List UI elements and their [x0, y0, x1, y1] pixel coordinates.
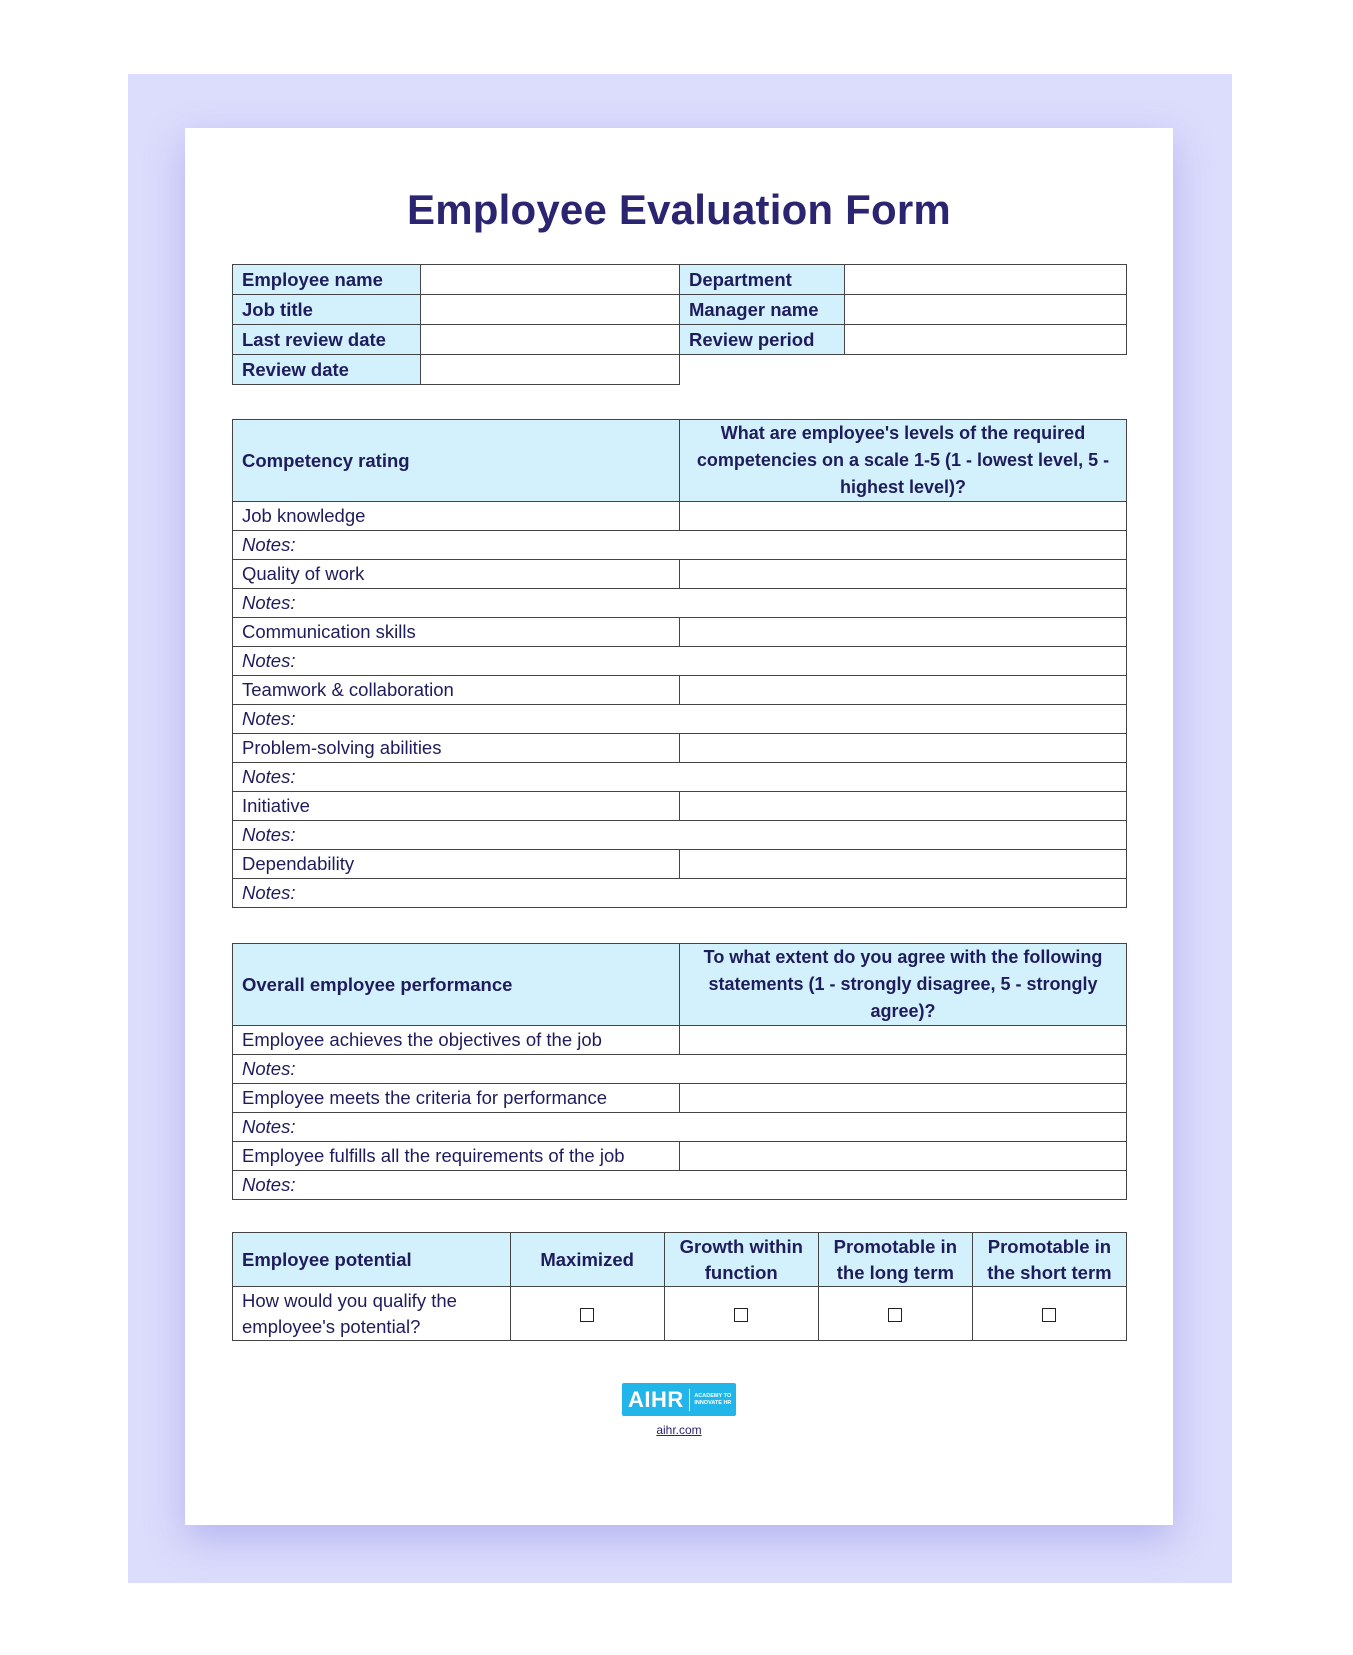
performance-table — [232, 943, 1127, 1200]
performance-header: Overall employee performance — [233, 944, 680, 1026]
potential-option-label: Promotable in the long term — [818, 1233, 972, 1287]
rating-field[interactable] — [679, 1142, 1126, 1171]
logo-divider — [689, 1389, 690, 1411]
competency-item: Quality of work — [233, 560, 680, 589]
checkbox-promotable-short-term[interactable] — [1042, 1308, 1056, 1322]
table-row — [233, 705, 1127, 734]
page-title: Employee Evaluation Form — [407, 186, 951, 233]
website-link[interactable]: aihr.com — [656, 1423, 702, 1437]
table-row — [233, 325, 1127, 355]
logo-subtext: ACADEMY TO INNOVATE HR — [694, 1393, 732, 1406]
rating-field[interactable] — [679, 618, 1126, 647]
performance-item: Employee fulfills all the requirements of the job — [233, 1142, 680, 1171]
notes-field[interactable]: Notes: — [233, 879, 1127, 908]
table-row — [233, 560, 1127, 589]
info-label: Last review date — [233, 325, 421, 355]
info-label: Department — [679, 265, 844, 295]
table-header-row — [233, 420, 1127, 502]
rating-field[interactable] — [679, 734, 1126, 763]
rating-field[interactable] — [679, 502, 1126, 531]
empty-cell — [679, 355, 1126, 385]
review-date-field[interactable] — [421, 355, 680, 385]
competency-table — [232, 419, 1127, 908]
notes-field[interactable]: Notes: — [233, 647, 1127, 676]
job-title-field[interactable] — [421, 295, 680, 325]
table-row — [233, 355, 1127, 385]
manager-name-field[interactable] — [844, 295, 1126, 325]
table-row — [233, 1142, 1127, 1171]
competency-question: What are employee's levels of the required competencies on a scale 1-5 (1 - lowest level, 5 - highest level)? — [679, 420, 1126, 502]
checkbox-growth-within-function[interactable] — [734, 1308, 748, 1322]
review-period-field[interactable] — [844, 325, 1126, 355]
info-label: Manager name — [679, 295, 844, 325]
table-row — [233, 792, 1127, 821]
rating-field[interactable] — [679, 1026, 1126, 1055]
employee-info-table — [232, 264, 1127, 385]
table-row — [233, 763, 1127, 792]
performance-item: Employee achieves the objectives of the job — [233, 1026, 680, 1055]
table-header-row — [233, 1233, 1127, 1287]
table-row — [233, 1287, 1127, 1341]
competency-item: Problem-solving abilities — [233, 734, 680, 763]
table-row — [233, 647, 1127, 676]
competency-item: Dependability — [233, 850, 680, 879]
table-row — [233, 821, 1127, 850]
table-row — [233, 734, 1127, 763]
notes-field[interactable]: Notes: — [233, 589, 1127, 618]
form-paper — [185, 128, 1173, 1525]
potential-option-label: Promotable in the short term — [972, 1233, 1126, 1287]
aihr-logo — [622, 1383, 736, 1416]
competency-item: Communication skills — [233, 618, 680, 647]
notes-field[interactable]: Notes: — [233, 821, 1127, 850]
info-label: Review date — [233, 355, 421, 385]
rating-field[interactable] — [679, 792, 1126, 821]
table-row — [233, 1055, 1127, 1084]
potential-option-label: Growth within function — [664, 1233, 818, 1287]
table-row — [233, 295, 1127, 325]
competency-item: Teamwork & collaboration — [233, 676, 680, 705]
performance-item: Employee meets the criteria for performance — [233, 1084, 680, 1113]
info-label: Employee name — [233, 265, 421, 295]
checkbox-cell — [510, 1287, 664, 1341]
table-row — [233, 1026, 1127, 1055]
potential-table — [232, 1232, 1127, 1341]
rating-field[interactable] — [679, 560, 1126, 589]
table-row — [233, 879, 1127, 908]
department-field[interactable] — [844, 265, 1126, 295]
notes-field[interactable]: Notes: — [233, 531, 1127, 560]
notes-field[interactable]: Notes: — [233, 1171, 1127, 1200]
table-row — [233, 1113, 1127, 1142]
performance-question: To what extent do you agree with the following statements (1 - strongly disagree, 5 - strongly agree)? — [679, 944, 1126, 1026]
checkbox-promotable-long-term[interactable] — [888, 1308, 902, 1322]
notes-field[interactable]: Notes: — [233, 1113, 1127, 1142]
table-row — [233, 265, 1127, 295]
table-row — [233, 676, 1127, 705]
info-label: Job title — [233, 295, 421, 325]
notes-field[interactable]: Notes: — [233, 705, 1127, 734]
table-row — [233, 850, 1127, 879]
checkbox-cell — [664, 1287, 818, 1341]
checkbox-cell — [972, 1287, 1126, 1341]
potential-header: Employee potential — [233, 1233, 511, 1287]
potential-option-label: Maximized — [510, 1233, 664, 1287]
employee-name-field[interactable] — [421, 265, 680, 295]
table-row — [233, 1084, 1127, 1113]
rating-field[interactable] — [679, 1084, 1126, 1113]
table-row — [233, 502, 1127, 531]
competency-item: Initiative — [233, 792, 680, 821]
logo-text: AIHR — [628, 1386, 684, 1412]
potential-question: How would you qualify the employee's potential? — [233, 1287, 511, 1341]
table-row — [233, 618, 1127, 647]
notes-field[interactable]: Notes: — [233, 1055, 1127, 1084]
table-row — [233, 1171, 1127, 1200]
table-header-row — [233, 944, 1127, 1026]
notes-field[interactable]: Notes: — [233, 763, 1127, 792]
checkbox-maximized[interactable] — [580, 1308, 594, 1322]
competency-item: Job knowledge — [233, 502, 680, 531]
checkbox-cell — [818, 1287, 972, 1341]
table-row — [233, 589, 1127, 618]
rating-field[interactable] — [679, 676, 1126, 705]
rating-field[interactable] — [679, 850, 1126, 879]
table-row — [233, 531, 1127, 560]
last-review-date-field[interactable] — [421, 325, 680, 355]
info-label: Review period — [679, 325, 844, 355]
competency-header: Competency rating — [233, 420, 680, 502]
